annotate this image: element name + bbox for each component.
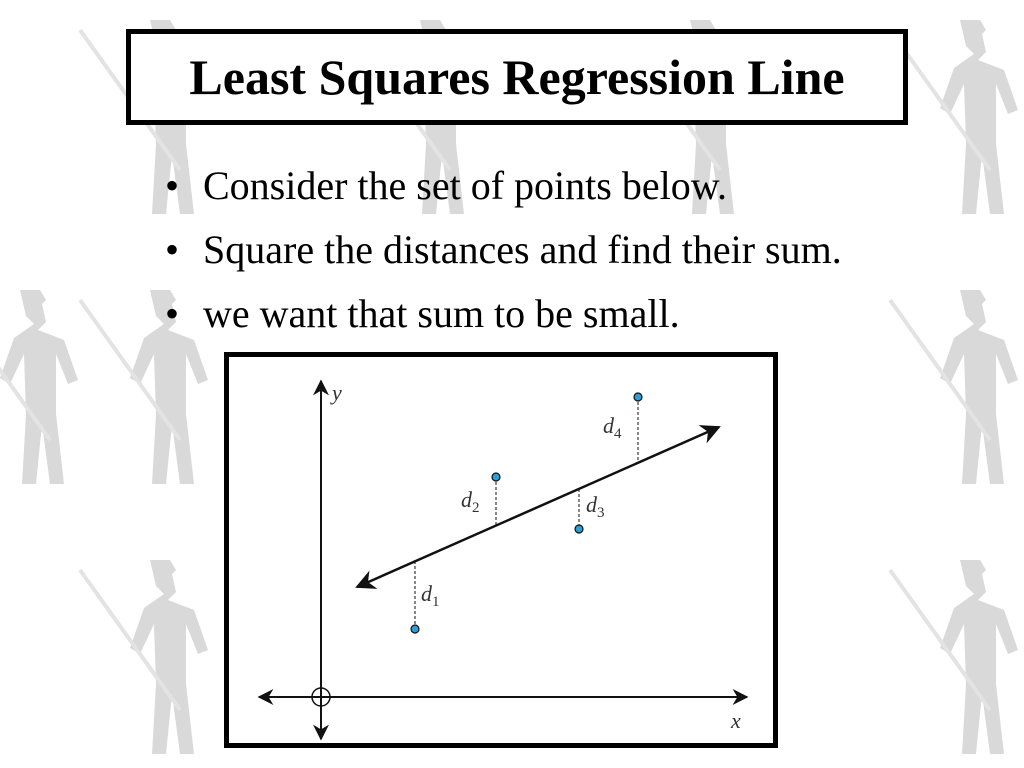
bullet-item — [165, 154, 842, 218]
distance-label-d1: $d_1$ — [421, 581, 440, 610]
bullet-dot: • — [165, 163, 180, 208]
data-point — [634, 393, 642, 401]
data-point — [575, 525, 583, 533]
data-point — [492, 473, 500, 481]
regression-line — [357, 427, 719, 587]
bullet-dot: • — [165, 227, 180, 272]
data-point — [411, 625, 419, 633]
distance-label-d2: $d_2$ — [461, 487, 480, 516]
x-axis-label: x — [731, 708, 741, 733]
bullet-item — [165, 282, 842, 346]
bullet-text: Consider the set of points below. — [203, 163, 728, 208]
diagram-box — [224, 352, 778, 748]
title-box — [126, 29, 908, 125]
distance-label-d3: $d_3$ — [586, 492, 605, 521]
distance-label-d4: $d_4$ — [603, 413, 622, 442]
bullet-text: Square the distances and find their sum. — [203, 227, 842, 272]
regression-diagram — [229, 357, 773, 743]
slide-title: Least Squares Regression Line — [189, 49, 845, 105]
y-axis-label: y — [332, 380, 342, 405]
bullet-dot: • — [165, 291, 180, 336]
bullet-list — [165, 154, 842, 346]
bullet-text: we want that sum to be small. — [203, 291, 680, 336]
bullet-item — [165, 218, 842, 282]
